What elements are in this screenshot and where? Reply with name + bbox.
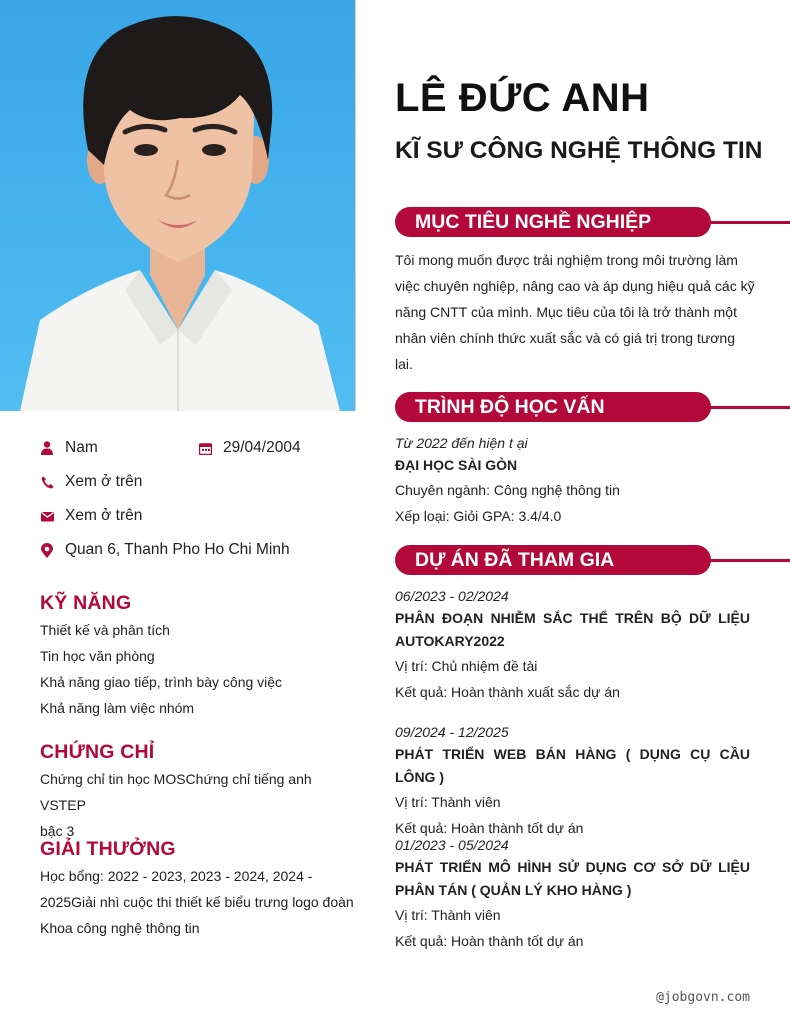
objective-text (395, 247, 755, 377)
skill-item: Thiết kế và phân tích (40, 622, 170, 638)
education-period: Từ 2022 đến hiện t ại (395, 435, 528, 451)
objective-line: nhân viên chính thức xuất sắc và có giá trị trong tương (395, 330, 735, 346)
contact-phone (40, 470, 142, 494)
project-role: Vị trí: Chủ nhiệm đề tài (395, 658, 538, 674)
phone-icon (40, 475, 54, 489)
phone-value: Xem ở trên (65, 473, 143, 490)
calendar-icon (198, 441, 212, 455)
envelope-icon (40, 509, 54, 523)
project-entry (395, 585, 750, 705)
certificate-line: bậc 3 (40, 823, 75, 839)
candidate-title: KĨ SƯ CÔNG NGHỆ THÔNG TIN (395, 137, 763, 164)
objective-line: năng CNTT của mình. Mục tiêu của tôi là trở thành một (395, 304, 737, 320)
map-pin-icon (40, 543, 54, 557)
award-line: Học bổng: 2022 - 2023, 2023 - 2024, 2024 - (40, 868, 313, 884)
objective-line: việc chuyên nghiệp, nâng cao và áp dụng hiệu quả các kỹ (395, 278, 755, 294)
objective-line: lai. (395, 356, 413, 372)
project-role: Vị trí: Thành viên (395, 907, 501, 923)
contact-dob (198, 436, 301, 460)
skills-section (40, 591, 360, 721)
footer-credit: @jobgovn.com (656, 990, 750, 1005)
project-role: Vị trí: Thành viên (395, 794, 501, 810)
project-result: Kết quả: Hoàn thành tốt dự án (395, 933, 584, 949)
education-banner (395, 392, 790, 422)
skill-item: Khả năng giao tiếp, trình bày công việc (40, 674, 283, 690)
project-title: PHÁT TRIỂN WEB BÁN HÀNG ( DỤNG CỤ CẦU LÔNG ) (395, 746, 750, 785)
candidate-name: LÊ ĐỨC ANH (395, 76, 650, 120)
project-result: Kết quả: Hoàn thành tốt dự án (395, 820, 584, 836)
project-entry (395, 834, 750, 954)
profile-photo (0, 0, 356, 411)
award-line: 2025Giải nhì cuộc thi thiết kế biểu trưng logo đoàn (40, 894, 354, 910)
left-column (0, 0, 356, 1020)
objective-line: Tôi mong muốn được trải nghiệm trong môi trường làm (395, 252, 738, 268)
education-school: ĐẠI HỌC SÀI GÒN (395, 457, 518, 473)
project-entry (395, 721, 750, 841)
contact-email (40, 504, 142, 528)
email-value: Xem ở trên (65, 507, 143, 524)
person-icon (40, 441, 54, 455)
objective-banner (395, 207, 790, 237)
project-title: PHÁT TRIỂN MÔ HÌNH SỬ DỤNG CƠ SỞ DỮ LIỆU PHÂN TÁN ( QUẢN LÝ KHO HÀNG ) (395, 859, 750, 898)
project-date: 01/2023 - 05/2024 (395, 837, 509, 853)
certificates-heading: CHỨNG CHỈ (40, 741, 155, 763)
projects-banner (395, 545, 790, 575)
project-date: 09/2024 - 12/2025 (395, 724, 509, 740)
address-value: Quan 6, Thanh Pho Ho Chi Minh (65, 541, 290, 558)
skill-item: Khả năng làm việc nhóm (40, 700, 195, 716)
projects-heading: DỰ ÁN ĐÃ THAM GIA (395, 545, 711, 575)
certificates-section (40, 740, 360, 844)
education-heading: TRÌNH ĐỘ HỌC VẤN (395, 392, 711, 422)
awards-section (40, 837, 360, 941)
awards-heading: GIẢI THƯỞNG (40, 838, 176, 860)
dob-value: 29/04/2004 (223, 439, 301, 456)
project-title: PHÂN ĐOẠN NHIỄM SẮC THỂ TRÊN BỘ DỮ LIỆU AUTOKARY2022 (395, 610, 750, 649)
education-grade: Xếp loại: Giỏi GPA: 3.4/4.0 (395, 508, 562, 524)
skills-heading: KỸ NĂNG (40, 592, 132, 614)
gender-value: Nam (65, 439, 98, 456)
skill-item: Tin học văn phòng (40, 648, 155, 664)
education-entry (395, 432, 750, 529)
project-date: 06/2023 - 02/2024 (395, 588, 509, 604)
contact-address (40, 538, 290, 562)
certificate-line: Chứng chỉ tin học MOSChứng chỉ tiếng anh VSTEP (40, 771, 312, 813)
objective-heading: MỤC TIÊU NGHỀ NGHIỆP (395, 207, 711, 237)
contact-gender (40, 436, 98, 460)
project-result: Kết quả: Hoàn thành xuất sắc dự án (395, 684, 620, 700)
education-major: Chuyên ngành: Công nghệ thông tin (395, 482, 620, 498)
portrait-illustration (0, 0, 355, 411)
award-line: Khoa công nghệ thông tin (40, 920, 200, 936)
